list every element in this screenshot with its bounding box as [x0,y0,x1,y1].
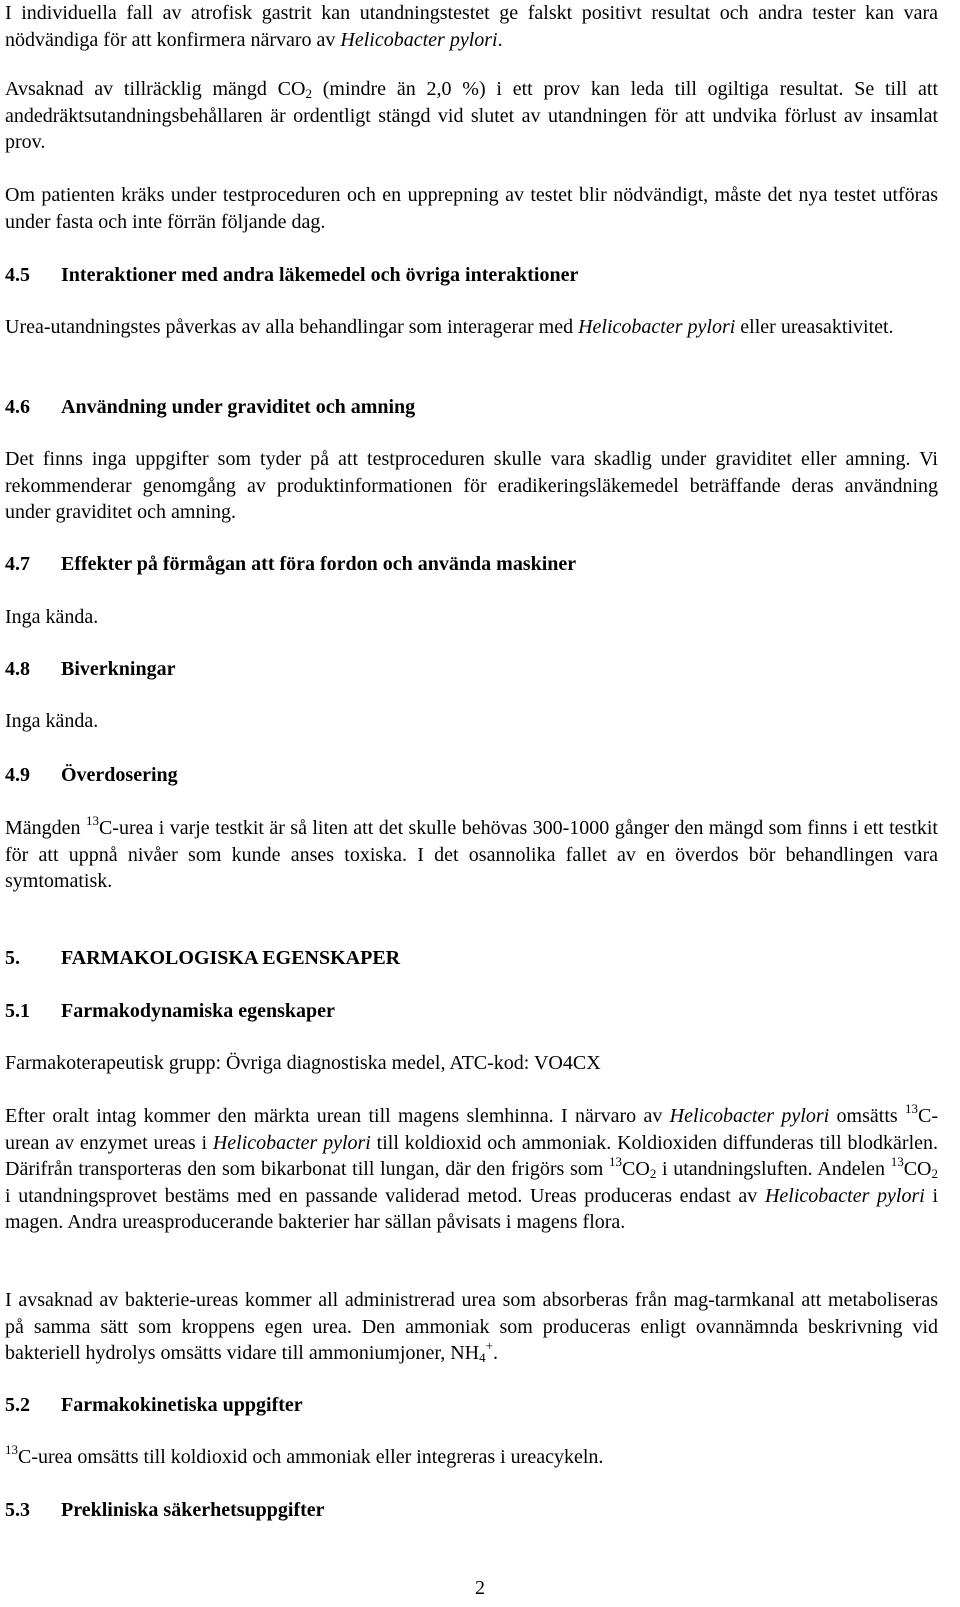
heading-number: 5.1 [5,1000,30,1022]
paragraph-text: till koldioxid och ammoniak. Koldioxiden diffunderas till blodkärlen. Därifrån transporteras den som bikarbonat till lungan, där den frigörs som [5,1131,939,1180]
heading-4-9 [5,762,938,789]
superscript: + [485,1338,493,1353]
heading-title: Användning under graviditet och amning [61,396,416,418]
heading-number: 4.5 [5,264,30,286]
superscript: 13 [890,1154,904,1169]
species-name: Helicobacter pylori [764,1184,925,1207]
paragraph-text: Avsaknad av tillräcklig mängd CO [5,78,306,100]
paragraph-interactions [5,314,938,341]
subscript: 4 [479,1350,486,1365]
heading-title: Interaktioner med andra läkemedel och övriga interaktioner [61,264,579,286]
paragraph-text: (mindre än 2,0 %) i ett prov kan leda till ogiltiga resultat. [311,78,844,100]
superscript: 13 [85,813,99,828]
paragraph-text: omsätts [829,1105,905,1127]
paragraph-bacteria-absence [5,1287,938,1367]
paragraph-vomiting: Om patienten kräks under testproceduren och en upprepning av testet blir nödvändigt, måste det nya testet utföras under fasta och inte förrän följande dag. [5,184,938,233]
heading-number: 5. [5,947,20,969]
paragraph-side-effects: Inga kända. [5,710,99,732]
paragraph-text: Efter oralt intag kommer den märkta urean till magens slemhinna. I närvaro av [5,1105,670,1127]
paragraph-text: i utandningsprovet bestäms med en passande validerad metod. Ureas produceras endast av [5,1184,765,1207]
paragraph-text: C-urean av enzymet ureas i [5,1105,938,1154]
paragraph-co2-insufficient [5,76,938,156]
heading-title: Farmakodynamiska egenskaper [61,1000,335,1022]
heading-number: 4.6 [5,396,30,418]
heading-4-8 [5,656,938,683]
species-name: Helicobacter pylori [340,28,498,51]
paragraph-text: . [497,28,503,51]
heading-number: 5.3 [5,1499,30,1521]
paragraph-text: Urea-utandningstes påverkas av alla behandlingar som interagerar med [5,316,579,338]
paragraph-text: I individuella fall av atrofisk gastrit kan utandningstestet ge falskt positivt resultat och andra tester kan vara nödvändiga för att konfirmera närvaro av [5,2,938,51]
heading-title: Överdosering [61,764,178,786]
paragraph-text: Mängden [5,817,86,839]
paragraph-pharmacodynamics [5,1103,938,1236]
species-name: Helicobacter pylori [578,316,736,338]
subscript: 2 [649,1166,657,1181]
paragraph-overdose [5,815,938,895]
paragraph-text: CO [903,1158,932,1180]
heading-title: Effekter på förmågan att föra fordon och använda maskiner [61,553,577,575]
species-name: Helicobacter pylori [212,1131,371,1154]
heading-4-5 [5,262,938,289]
heading-5-1 [5,998,938,1025]
paragraph-pregnancy: Det finns inga uppgifter som tyder på att testproceduren skulle vara skadlig under graviditet eller amning. Vi rekommenderar genomgång av produktinformationen för eradikeringsläkemedel beträffande deras användning under graviditet och amning. [5,448,938,523]
heading-title: Prekliniska säkerhetsuppgifter [61,1499,325,1521]
paragraph-text: . [492,1342,498,1364]
subscript: 2 [931,1166,938,1181]
heading-number: 4.8 [5,658,30,680]
heading-number: 4.9 [5,764,30,786]
superscript: 13 [5,1442,18,1457]
heading-title: Farmakokinetiska uppgifter [61,1394,303,1416]
paragraph-pharmacokinetics [5,1444,938,1471]
paragraph-driving: Inga kända. [5,606,99,628]
paragraph-text: i utandningsluften. Andelen [656,1158,891,1180]
superscript: 13 [609,1154,623,1169]
superscript: 13 [905,1101,918,1116]
species-name: Helicobacter pylori [669,1105,830,1127]
paragraph-text: I avsaknad av bakterie-ureas kommer all administrerad urea som absorberas från mag-tarmkanal att metaboliseras på samma sätt som kroppens egen urea. Den ammoniak som produceras enligt ovannämnda beskrivning vid bakteriell hydrolys omsätts vidare till ammoniumjoner, NH [5,1289,938,1364]
heading-title: FARMAKOLOGISKA EGENSKAPER [61,947,401,969]
heading-5-2 [5,1392,938,1419]
heading-5 [5,945,938,972]
paragraph-text: CO [622,1158,650,1180]
heading-title: Biverkningar [61,658,176,680]
heading-4-7 [5,551,938,578]
paragraph-atc: Farmakoterapeutisk grupp: Övriga diagnostiska medel, ATC-kod: VO4CX [5,1052,601,1074]
heading-4-6 [5,394,938,421]
page-number: 2 [475,1577,485,1599]
heading-5-3 [5,1497,938,1524]
paragraph-text: C-urea omsätts till koldioxid och ammoniak eller integreras i ureacykeln. [18,1446,604,1468]
paragraph-atrophic-gastritis [5,0,938,53]
heading-number: 5.2 [5,1394,30,1416]
paragraph-text: C-urea i varje testkit är så liten att det skulle behövas 300-1000 gånger den mängd som finns i ett testkit för att uppnå nivåer som kunde anses toxiska. I det osannolika fallet av en överdos bör behandlingen vara symtomatisk. [5,817,938,892]
subscript: 2 [305,86,312,101]
paragraph-text: eller ureasaktivitet. [735,316,894,338]
paragraph-text: Se till att andedräktsutandningsbehållaren är ordentligt stängd vid slutet av utandningen för att undvika förlust av insamlat prov. [5,78,938,153]
heading-number: 4.7 [5,553,30,575]
paragraph-text: i magen. Andra ureasproducerande bakterier har sällan påvisats i magens flora. [5,1184,939,1233]
